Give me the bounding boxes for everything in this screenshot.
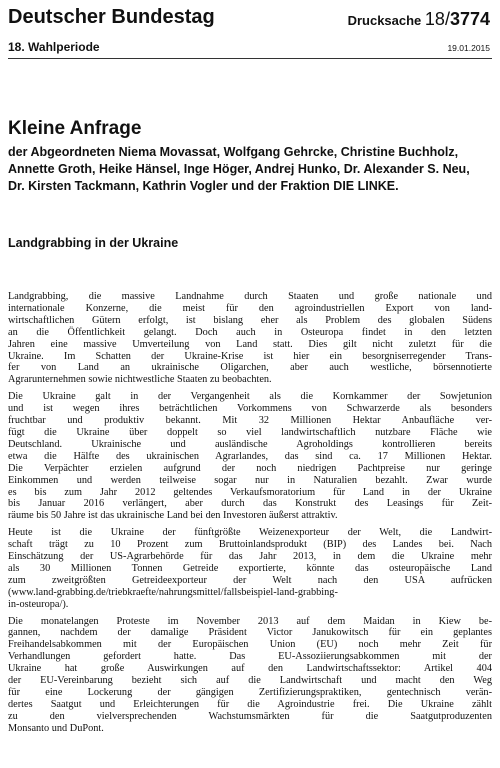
paragraph-line: Die Verpächter erzielen aufgrund der noch niedrigen Pachtpreise nur geringe	[8, 462, 492, 474]
paragraph-line: fer von Land an ukrainische Oligarchen, aber auch westliche, börsennotierte	[8, 362, 492, 374]
paragraph-line: Agrarunternehmen sowie nichtwestliche Staaten zu beobachten.	[8, 374, 272, 386]
paragraph-line: Die monatelangen Proteste im November 2013 auf dem Maidan in Kiew be-	[8, 615, 492, 627]
authors-block	[8, 144, 492, 195]
paragraph-line: Landgrabbing, die massive Landnahme durch Staaten und große nationale und	[8, 291, 492, 302]
drucksache-word: Drucksache	[347, 13, 422, 28]
paragraph-line: Deutschland. Ukrainische und ausländische Agroholdings kontrollieren bereits	[8, 438, 492, 450]
paragraph-line: fruchtbar und produktiv bekannt. Mit 32 Millionen Hektar Anbaufläche ver-	[8, 415, 492, 427]
wahlperiode: 18. Wahlperiode	[8, 40, 100, 54]
paragraph-line: an die Öffentlichkeit gelangt. Doch auch in Osteuropa findet in den letzten	[8, 326, 492, 338]
header-divider	[8, 58, 492, 59]
paragraph-line: in-osteuropa/).	[8, 598, 69, 610]
paragraph-line: für eine Lockerung der gängigen Zertifizierungspraktiken, gentechnisch verän-	[8, 687, 492, 698]
authors-line: Dr. Kirsten Tackmann, Kathrin Vogler und der Fraktion DIE LINKE.	[8, 179, 399, 193]
drucksache-label	[348, 9, 490, 30]
paragraph-line: Monsanto und DuPont.	[8, 722, 104, 734]
body-paragraph	[8, 291, 492, 386]
issuer-title: Deutscher Bundestag	[8, 6, 215, 28]
paragraph-line: bis Januar 2016 verlängert, aber durch das Konstrukt des Leasings für Zeit-	[8, 498, 492, 510]
paragraph-line: Die Ukraine galt in der Vergangenheit als die Kornkammer der Sowjetunion	[8, 391, 492, 403]
drucksache-period: 18/	[424, 9, 450, 29]
paragraph-line: internationale Konzerne, die meist für den agroindustriellen Export von land-	[8, 302, 492, 314]
paragraph-line: Verhandlungen gefordert hatte. Das EU-Assoziierungsabkommen mit der	[8, 651, 492, 663]
body-paragraph	[8, 527, 492, 610]
paragraph-line: der EU-Vereinbarung bezieht sich auf die Landwirtschaft und macht den Weg	[8, 675, 492, 687]
paragraph-line: Einkommen und werden teilweise sogar nur in Naturalien bezahlt. Zwar wurde	[8, 474, 492, 486]
topic-heading: Landgrabbing in der Ukraine	[8, 236, 179, 250]
paragraph-line: räume bis 50 Jahre ist das ukrainische Land bei den Investoren äußerst attraktiv.	[8, 510, 338, 522]
paragraph-line: zum zweitgrößten Getreideexporteur der Welt nach den USA aufrücken	[8, 574, 492, 586]
paragraph-line: (www.land-grabbing.de/triebkraefte/nahrungsmittel/fallsbeispiel-land-grabbing-	[8, 586, 338, 598]
paragraph-line: Freihandelsabkommen mit der Europäischen Union (EU) noch mehr Zeit für	[8, 639, 492, 651]
paragraph-line: dertes Saatgut und Erleichterungen für die Agroindustrie frei. Die Ukraine zählt	[8, 698, 492, 710]
drucksache-id: 3774	[449, 9, 490, 29]
paragraph-line: zu den vielversprechenden Wachstumsmärkten für die Saatgutproduzenten	[8, 710, 492, 722]
paragraph-line: als 30 Millionen Tonnen Getreide exportierte, könnte das osteuropäische Land	[8, 562, 492, 574]
paragraph-line: gannen, nachdem der damalige Präsident Victor Janukowitsch für ein geplantes	[8, 627, 492, 639]
body-text	[8, 291, 492, 740]
document-type-title: Kleine Anfrage	[8, 118, 142, 139]
paragraph-line: Ukraine hat große Auswirkungen auf den Landwirtschaftssektor: Artikel 404	[8, 663, 492, 675]
paragraph-line: Heute ist die Ukraine der fünftgrößte Weizenexporteur der Welt, die Landwirt-	[8, 527, 492, 539]
paragraph-line: Jahren eine massive Umverteilung von Land statt. Dies gilt nicht zuletzt für die	[8, 338, 492, 350]
authors-line: der Abgeordneten Niema Movassat, Wolfgang Gehrcke, Christine Buchholz,	[8, 145, 459, 159]
body-paragraph	[8, 616, 492, 735]
document-date: 19.01.2015	[447, 43, 490, 53]
paragraph-line: es bis zum Jahr 2012 geltendes Verkaufsmoratorium für Land in der Ukraine	[8, 486, 492, 498]
paragraph-line: etwa die Hälfte des ukrainischen Agrarlandes, das sind ca. 17 Millionen Hektar.	[8, 450, 492, 462]
paragraph-line: und ist wegen ihres beträchtlichen Vorkommens von Schwarzerde als besonders	[8, 403, 492, 415]
paragraph-line: Einschätzung der US-Agrarbehörde für das Jahr 2013, in dem die Ukraine mehr	[8, 551, 492, 563]
paragraph-line: Ukraine. Im Schatten der Ukraine-Krise ist hier ein besorgniserregender Trans-	[8, 350, 492, 362]
paragraph-line: fügt die Ukraine über doppelt so viel landwirtschaftlich nutzbare Fläche wie	[8, 426, 492, 438]
body-paragraph	[8, 391, 492, 522]
authors-line: Annette Groth, Heike Hänsel, Inge Höger, Andrej Hunko, Dr. Alexander S. Neu,	[8, 162, 470, 176]
paragraph-line: wirtschaftlichen Gütern erfolgt, ist bislang eher als Problem des globalen Südens	[8, 314, 492, 326]
drucksache-number	[425, 9, 490, 29]
paragraph-line: schaft trägt zu 10 Prozent zum Bruttoinlandsprodukt (BIP) des Landes bei. Nach	[8, 539, 492, 551]
